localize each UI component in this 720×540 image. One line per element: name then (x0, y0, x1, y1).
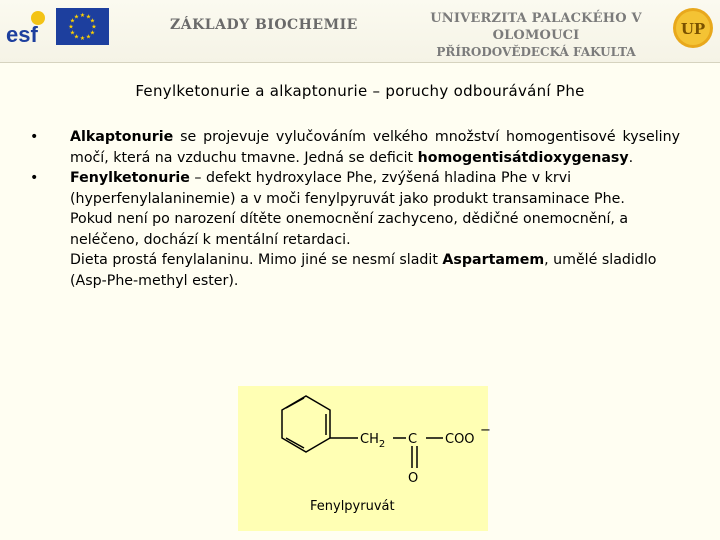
slide-title: Fenylketonurie a alkaptonurie – poruchy odbourávání Phe (135, 82, 585, 100)
svg-text:★: ★ (73, 13, 80, 21)
upol-logo (672, 6, 714, 50)
term-fenylketonurie: Fenylketonurie (70, 170, 190, 186)
esf-logo-text: esf (6, 22, 38, 47)
svg-text:★: ★ (69, 17, 76, 25)
svg-text:★: ★ (89, 29, 96, 37)
carbon-label: C (408, 432, 418, 447)
paragraph-diet (30, 250, 680, 291)
content-list (30, 127, 680, 291)
university-line-1: UNIVERZITA PALACKÉHO V OLOMOUCI (430, 11, 642, 43)
carboxylate-label: COO (445, 432, 475, 447)
svg-text:★: ★ (89, 17, 96, 25)
svg-text:★: ★ (85, 13, 92, 21)
faculty-line: PŘÍRODOVĚDECKÁ FAKULTA (436, 45, 636, 59)
fenylketonurie-text: – defekt hydroxylace Phe, zvýšená hladina Phe v krvi (hyperfenylalaninemie) a v moči fenylpyruvát jako produkt transaminace Phe. (70, 170, 625, 207)
svg-text:★: ★ (73, 33, 80, 41)
diet-text: Dieta prostá fenylalaninu. Mimo jiné se nesmí sladit (70, 252, 443, 268)
course-title: ZÁKLADY BIOCHEMIE (170, 17, 358, 33)
esf-logo (4, 8, 52, 46)
diet-text-end: , umělé sladidlo (Asp-Phe-methyl ester). (70, 252, 657, 289)
bullet-marker: • (30, 129, 39, 145)
svg-text:★: ★ (79, 12, 86, 19)
svg-text:★: ★ (85, 33, 92, 41)
structure-caption: Fenylpyruvát (310, 499, 395, 514)
oxygen-label: O (408, 471, 419, 486)
bonds (330, 438, 443, 468)
term-aspartam: Aspartamem (442, 252, 545, 268)
alkaptonurie-text: se projevuje vylučováním velkého množství homogentisové kyseliny močí, která na vzduchu tmavne. Jedná se deficit (70, 129, 680, 166)
svg-text:★: ★ (79, 35, 86, 42)
university-name (405, 10, 667, 60)
eu-flag-icon (56, 8, 109, 45)
svg-text:★: ★ (91, 23, 97, 31)
term-alkaptonurie: Alkaptonurie (70, 129, 174, 145)
bullet-marker: • (30, 170, 39, 186)
charge-label: − (480, 423, 491, 438)
benzene-ring (282, 396, 330, 452)
header-bar (0, 0, 720, 63)
svg-text:UP: UP (680, 20, 706, 38)
bullet-alkaptonurie (30, 127, 680, 168)
paragraph-retardation: Pokud není po narození dítěte onemocnění zachyceno, dědičné onemocnění, a neléčeno, dochází k mentální retardaci. (70, 211, 629, 248)
enzyme-name: homogentisátdioxygenasy (417, 149, 629, 166)
alkaptonurie-end: . (628, 149, 634, 166)
bullet-fenylketonurie (30, 168, 680, 209)
svg-text:★: ★ (69, 29, 76, 37)
ch2-label: $CH_2$ (360, 432, 386, 450)
fenylpyruvat-structure (238, 386, 491, 531)
svg-text:★: ★ (68, 23, 74, 31)
